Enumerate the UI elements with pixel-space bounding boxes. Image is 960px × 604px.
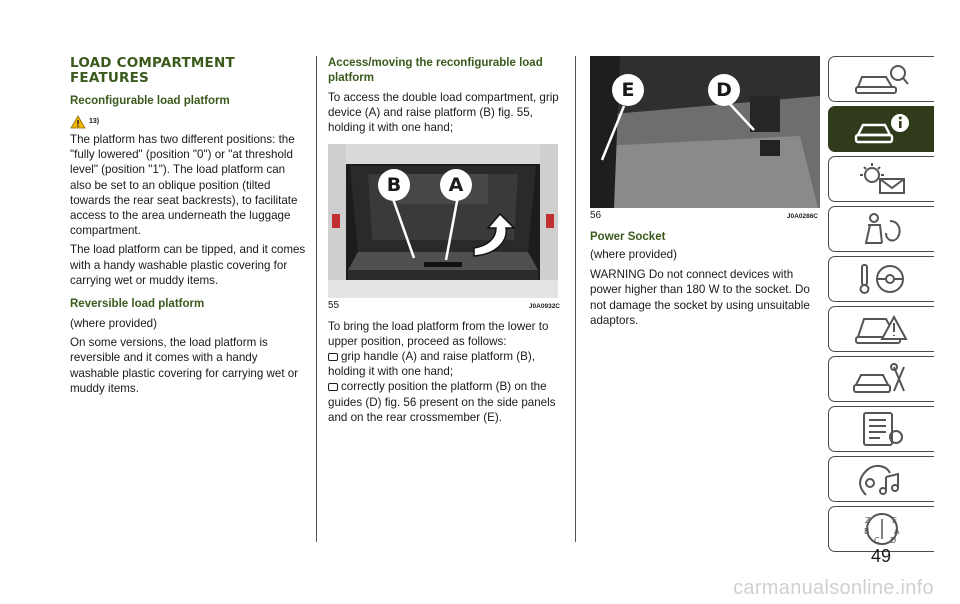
- power-socket-heading: Power Socket: [590, 231, 666, 243]
- tab-starting-driving[interactable]: [828, 256, 934, 302]
- starting-driving-icon: [852, 261, 912, 297]
- figure-56-image: [590, 56, 820, 208]
- svg-text:A: A: [893, 527, 899, 536]
- upper-position-intro: To bring the load platform from the lower to upper position, proceed as follows:: [328, 319, 549, 348]
- service-maintenance-icon: [852, 361, 912, 397]
- callout-b: B: [386, 173, 402, 196]
- section-title: LOAD COMPARTMENT FEATURES: [70, 55, 235, 86]
- figure-55-image: [328, 144, 558, 298]
- index-icon: [852, 511, 912, 547]
- tab-emergency[interactable]: [828, 306, 934, 352]
- svg-text:E: E: [891, 516, 897, 525]
- access-platform-heading: Access/moving the reconfigurable load platform: [328, 57, 543, 84]
- tab-safety[interactable]: [828, 206, 934, 252]
- callout-d: D: [716, 79, 732, 101]
- page-number: 49: [870, 546, 892, 566]
- bullet-item: correctly position the platform (B) on the guides (D) fig. 56 present on the side panels and on the rear crossmember (E).: [328, 380, 556, 424]
- platform-tipping-text: The load platform can be tipped, and it comes with a handy washable plastic covering for carrying wet or muddy items.: [70, 243, 306, 287]
- tab-multimedia[interactable]: [828, 456, 934, 502]
- reconfigurable-platform-heading: Reconfigurable load platform: [70, 95, 230, 107]
- watermark: carmanualsonline.info: [733, 577, 934, 599]
- platform-positions-text: The platform has two different positions: the "fully lowered" (position "0") or "at threshold level" (position "1"). The load platform can also be set to an oblique position (tilted towards the rear seat backrests), to facilitate access to the area underneath the luggage compartment.: [70, 133, 298, 238]
- checkbox-bullet-icon: [328, 383, 338, 391]
- checkbox-bullet-icon: [328, 353, 338, 361]
- where-provided-text: (where provided): [70, 317, 157, 331]
- tab-technical-data[interactable]: [828, 406, 934, 452]
- emergency-icon: [852, 311, 912, 347]
- column-divider: [575, 56, 576, 542]
- tab-knowing-vehicle[interactable]: [828, 56, 934, 102]
- multimedia-icon: [852, 461, 912, 497]
- column-divider: [316, 56, 317, 542]
- warning-ref-number: 13): [89, 118, 100, 125]
- reversible-platform-heading: Reversible load platform: [70, 298, 205, 311]
- figure-56-caption: [590, 210, 818, 221]
- power-socket-warning-text: WARNING Do not connect devices with power higher than 180 W to the socket. Do not damage the socket by using unsuitable adaptors.: [590, 268, 810, 327]
- figure-number: 55: [328, 299, 340, 311]
- warning-reference: [70, 113, 306, 129]
- reversible-platform-text: On some versions, the load platform is reversible and it comes with a handy washable plastic covering for carrying wet or muddy items.: [70, 336, 299, 395]
- car-info-icon: [852, 111, 912, 147]
- access-platform-text: To access the double load compartment, grip device (A) and raise platform (B) fig. 55, holding it with one hand;: [328, 91, 559, 135]
- column-left: [70, 56, 306, 396]
- svg-text:C: C: [873, 536, 880, 545]
- figure-number: 56: [590, 210, 602, 221]
- chapter-tabs: [828, 56, 934, 556]
- callout-e: E: [621, 79, 635, 101]
- seat-airbag-icon: [852, 211, 912, 247]
- warning-triangle-icon: [70, 115, 86, 129]
- callout-a: A: [448, 173, 464, 196]
- svg-text:B: B: [863, 527, 869, 536]
- figure-code: J0A0932C: [528, 302, 560, 310]
- tab-warning-lights[interactable]: [828, 156, 934, 202]
- bullet-item: grip handle (A) and raise platform (B), holding it with one hand;: [328, 350, 535, 379]
- column-right: [590, 56, 818, 328]
- technical-data-icon: [852, 411, 912, 447]
- tab-servicing[interactable]: [828, 356, 934, 402]
- svg-text:Z: Z: [864, 516, 870, 525]
- where-provided-text: (where provided): [590, 248, 677, 261]
- trunk-photo-illustration: [328, 144, 558, 298]
- warning-lights-icon: [852, 161, 912, 197]
- figure-55-caption: [328, 300, 560, 311]
- svg-text:D: D: [889, 536, 896, 545]
- car-search-icon: [852, 61, 912, 97]
- tab-car-info[interactable]: [828, 106, 934, 152]
- figure-code: J0A0286C: [786, 213, 818, 220]
- column-middle: [328, 56, 560, 425]
